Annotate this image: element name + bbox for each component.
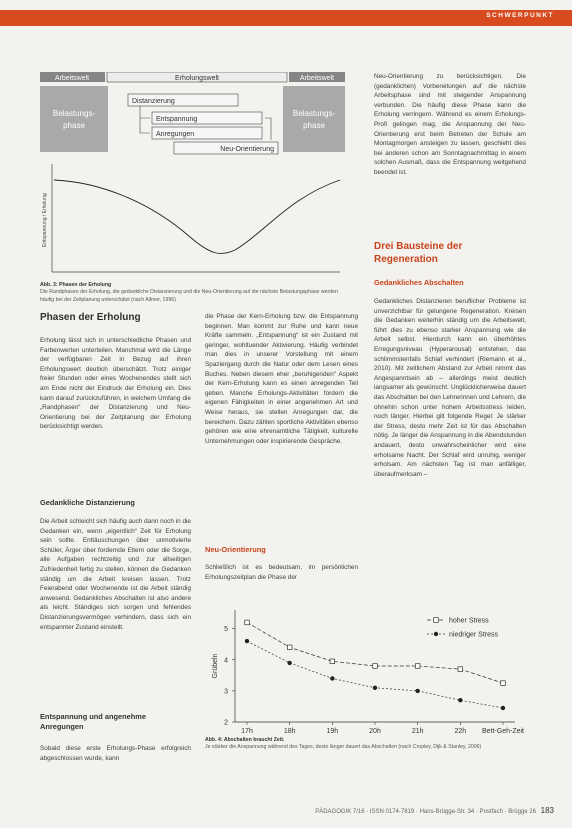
page-footer	[315, 806, 554, 815]
chart-point	[501, 681, 506, 686]
subheading-abschalten: Gedankliches Abschalten	[374, 278, 464, 287]
distanzierung-label: Distanzierung	[132, 98, 175, 105]
chart-point	[415, 664, 420, 669]
y-axis-label: Entspannung / Erholung	[42, 193, 48, 247]
footer-journal: PÄDAGOGIK 7/16 · ISSN 0174-7819 · Hans-Brügge-Str. 34 · Postfach · Brügge 26	[315, 809, 536, 815]
chart-point	[245, 620, 250, 625]
connector-2	[140, 118, 150, 133]
chart-point	[245, 639, 249, 643]
left-para-3	[40, 744, 191, 763]
section-label: SCHWERPUNKT	[486, 12, 554, 19]
middle-para-2	[205, 563, 358, 582]
connector-3	[265, 118, 271, 140]
connector-1	[140, 106, 150, 118]
chart-x-tick-label: 19h	[326, 728, 339, 735]
arbeitswelt-right-label: Arbeitswelt	[299, 75, 335, 82]
heading-bausteine: Drei Bausteine der Regeneration	[374, 241, 463, 265]
right-para-1-text: Neu-Orientierung zu berücksichtigen. Die (gedanklichen) Vorbereitungen auf die nächste Arbeitsphase sind mit steigender Anspannung verbunden. Die häufig diese Phase kann die Erholung verringern. Während es einem Erholungs-Profi gelingen mag, die Anspannung der Neu-Orientierung erst beim Betreten der Schule am Montagmorgen ansteigen zu lassen, geschieht dies bei anderen schon am Sonntagnachmittag in einem solchen Ausmaß, dass die Entspannung weitgehend beendet ist.	[374, 73, 526, 176]
chart-point	[458, 698, 462, 702]
figure2-caption-text: Je stärker die Anspannung während des Tages, desto länger dauert das Abschalten (nach Cropley, Dijk & Stanley, 2006)	[205, 744, 482, 751]
neu-orientierung-label: Neu-Orientierung	[220, 146, 274, 153]
anregungen-label: Anregungen	[156, 131, 195, 138]
chart-legend-label: hoher Stress	[449, 617, 489, 625]
entspannung-label: Entspannung	[156, 116, 198, 123]
figure1-caption-title: Abb. 3: Phasen der Erholung	[40, 282, 112, 288]
chart-y-tick-label: 3	[224, 688, 228, 696]
figure1-caption-text: Die Randphasen der Erholung, die gedankliche Distanzierung und die Neu-Orientierung auf die nächste Belastungsphase werden häufig bei der Zeitplanung unterschätzt (nach Allmer, 1996)	[40, 289, 338, 303]
chart-abschalten	[205, 600, 545, 740]
belastungsphase-right-box	[283, 86, 345, 152]
belastungsphase-left-line2: phase	[63, 121, 85, 130]
figure2-caption	[205, 737, 530, 752]
chart-point	[287, 661, 291, 665]
heading-phasen: Phasen der Erholung	[40, 312, 141, 323]
chart-point	[330, 676, 334, 680]
chart-y-label: Grübeln	[212, 653, 219, 679]
middle-para-1	[205, 312, 358, 446]
chart-point	[330, 659, 335, 664]
chart-point	[415, 689, 419, 693]
chart-y-tick-label: 4	[224, 657, 228, 665]
right-para-1	[374, 72, 526, 178]
figure1-caption	[40, 282, 352, 304]
figure2-caption-title: Abb. 4: Abschalten braucht Zeit.	[205, 737, 285, 743]
left-para-1-text: Erholung lässt sich in unterschiedliche Phasen und Farbenwerten unterteilen. Manchmal wird die Länge der verfügbaren Zeit in Bezug auf ihren Erholungswert deutlich überschätzt. Trotz einiger freier Stunden oder eines Wochenendes stellt sich am Ende nicht der Eindruck der Erholung ein. Dies kann darauf zurückzuführen, in welchem Umfang die „Randphasen“ der Distanzierung und Neu-Orientierung bei der Zeitplanung der Erholung berücksichtigt werden.	[40, 337, 191, 431]
left-para-2	[40, 517, 191, 632]
chart-y-tick-label: 5	[224, 626, 228, 634]
arbeitswelt-left-label: Arbeitswelt	[54, 75, 90, 82]
chart-point	[373, 664, 378, 669]
belastungsphase-left-box	[40, 86, 108, 152]
chart-x-tick-label: Bett-Geh-Zeit	[481, 728, 525, 735]
chart-x-tick-label: 17h	[241, 728, 253, 735]
subheading-neuorientierung: Neu-Orientierung	[205, 545, 266, 554]
middle-para-1-text: die Phase der Kern-Erholung bzw. die Entspannung beginnen. Man kommt zur Ruhe und kann neue Kräfte sammeln. „Entspannung“ ist ein Zustand mit geringer, wohltuender Aktivierung. Häufig verbindet man dies in unserer Vorstellung mit einem Spaziergang durch die Natur oder dem Lesen eines Buches. Neben diesem eher „beruhigenden“ Aspekt der Kern-Erholung kann es einen anregenden Teil geben. Manche Erholungs-Aktivitäten fordern die eigenen Fähigkeiten in einer angenehmen Art und Weise heraus, sie stellen Anregungen dar, die bereichern. Dazu zählen sportliche Aktivitäten ebenso gehören wie eine ehrenamtliche Tätigkeit, kulturelle Unternehmungen oder inspirierende Gespräche.	[205, 313, 358, 445]
left-para-3-text: Sobald diese erste Erholungs-Phase erfolgreich abgeschlossen wurde, kann	[40, 745, 191, 762]
subheading-entspannung: Entspannung und angenehme Anregungen	[40, 712, 146, 731]
middle-para-2-text: Schließlich ist es bedeutsam, im persönlichen Erholungszeitplan die Phase der	[205, 564, 358, 581]
chart-point	[373, 686, 377, 690]
erholungswelt-label: Erholungswelt	[175, 75, 219, 82]
left-para-1	[40, 336, 191, 432]
phases-diagram	[40, 72, 345, 277]
chart-point	[501, 706, 505, 710]
chart-legend-marker	[434, 632, 438, 636]
belastungsphase-right-line1: Belastungs-	[292, 109, 336, 118]
page-number: 183	[540, 806, 554, 815]
chart-x-tick-label: 18h	[283, 728, 296, 735]
left-para-2-text: Die Arbeit schleicht sich häufig auch dann noch in die Gedanken ein, wenn „eigentlich“ Zeit für Erholung sein sollte. Enttäuschungen über unmotivierte Schüler, Ärger über fordernde Eltern oder die Sorge, alle Aufgaben rechtzeitig und zur allseitigen Zufriedenheit fertig zu stellen, können die Gedanken ständig um die Arbeit kreisen lassen. Trotz Feierabend oder Wochenende ist die Arbeit ständig anwesend. Gedankliches Abschalten ist also andere als leicht. Ständiges sich sorgen und fehlendes Distanzierungsvermögen verhindern, dass sich ein entspannter Zustand einstellt.	[40, 518, 191, 631]
right-para-2-text: Gedankliches Distanzieren beruflicher Probleme ist unverzichtbar für gelungene Regeneration. Kreisen die Gedanken weiterhin ständig um die Arbeitswelt, führt dies zu ebenso starker Anspannung wie die Arbeit selbst. Hierdurch kann ein überhöhtes Erregungsniveau (Hyperarousal) entstehen, das schlimmstenfalls Schlaf verhindert (Riemann et al., 2010). Mit zeitlichem Abstand zur Arbeit nimmt das Angespanntsein ab – allerdings meist deutlich langsamer als gewünscht. Unglücklicherweise dauert das Abschalten bei den Lehrerinnen und Lehrern, die ohnehin schon unter hohem Arbeitsstress leiden, noch länger. Hierbei gilt folgende Regel: Je stärker der Stress, desto mehr Zeit ist für das Abschalten nötig. Je länger die Anspannung in die Abendstunden andauert, desto unwahrscheinlicher wird eine erholsame Nacht. Der Schlaf wird unruhig, weniger erholsam. Am nächsten Tag ist man anfälliger, überaufmerksam –	[374, 298, 526, 478]
recovery-curve	[54, 180, 340, 254]
chart-x-tick-label: 22h	[454, 728, 467, 735]
chart-series-line	[247, 641, 503, 708]
chart-y-tick-label: 2	[224, 719, 228, 727]
chart-x-tick-label: 20h	[369, 728, 381, 735]
chart-legend-marker	[434, 618, 439, 623]
belastungsphase-right-line2: phase	[303, 121, 325, 130]
right-para-2	[374, 297, 526, 479]
figure-phases	[40, 72, 345, 277]
belastungsphase-left-line1: Belastungs-	[52, 109, 96, 118]
chart-point	[287, 645, 292, 650]
subheading-distanzierung: Gedankliche Distanzierung	[40, 498, 135, 507]
chart-x-tick-label: 21h	[411, 728, 424, 735]
chart-point	[458, 667, 463, 672]
chart-legend-label: niedriger Stress	[449, 631, 499, 639]
